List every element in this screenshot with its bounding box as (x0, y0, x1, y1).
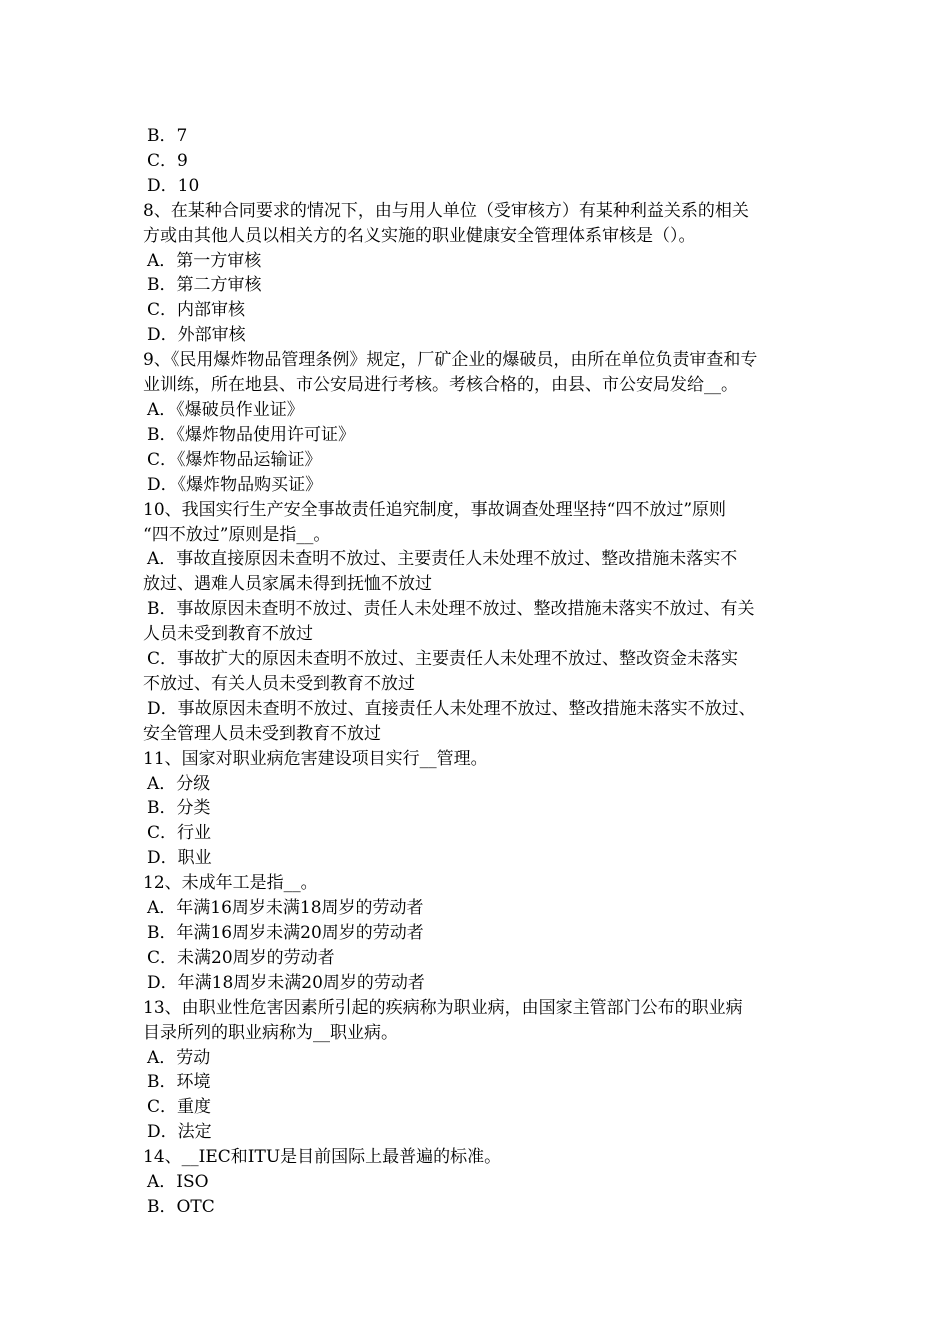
answer-option-line: A．《爆破员作业证》 (147, 399, 304, 420)
answer-option-line: D．外部审核 (147, 325, 246, 346)
question-text-line: 10、我国实行生产安全事故责任追究制度，事故调查处理坚持“四不放过”原则 (143, 499, 727, 520)
question-text-line: 方或由其他人员以相关方的名义实施的职业健康安全管理体系审核是（）。 (143, 225, 696, 246)
question-text-line: 目录所列的职业病称为__职业病。 (143, 1022, 398, 1043)
answer-option-line: A．事故直接原因未查明不放过、主要责任人未处理不放过、整改措施未落实不 (147, 549, 738, 570)
answer-option-line: B．OTC (147, 1196, 215, 1217)
answer-option-line: D．事故原因未查明不放过、直接责任人未处理不放过、整改措施未落实不放过、 (147, 698, 756, 719)
question-text-line: 12、未成年工是指__。 (143, 873, 318, 894)
answer-option-line: A．ISO (147, 1172, 209, 1193)
question-text-line: 安全管理人员未受到教育不放过 (143, 723, 381, 744)
answer-option-line: A．分级 (147, 773, 211, 794)
answer-option-line: B．7 (147, 126, 188, 146)
question-text-line: 人员未受到教育不放过 (143, 624, 313, 645)
question-text-line: 业训练，所在地县、市公安局进行考核。考核合格的，由县、市公安局发给__。 (143, 375, 738, 396)
answer-option-line: B．环境 (147, 1072, 211, 1093)
answer-option-line: B．分类 (147, 798, 211, 819)
answer-option-line: B．事故原因未查明不放过、责任人未处理不放过、整改措施未落实不放过、有关 (147, 599, 755, 620)
question-text-line: 14、__IEC和ITU是目前国际上最普遍的标准。 (143, 1147, 502, 1168)
document-body (143, 124, 815, 1220)
answer-option-line: D．职业 (147, 848, 212, 869)
answer-option-line: D．10 (147, 175, 200, 196)
answer-option-line: B．《爆炸物品使用许可证》 (147, 424, 355, 445)
answer-option-line: C．内部审核 (147, 300, 246, 321)
answer-option-line: D．法定 (147, 1122, 212, 1143)
question-text-line: 放过、遇难人员家属未得到抚恤不放过 (143, 574, 432, 595)
answer-option-line: C．《爆炸物品运输证》 (147, 449, 322, 470)
question-text-line: 11、国家对职业病危害建设项目实行__管理。 (143, 748, 488, 769)
question-text-line: 9、《民用爆炸物品管理条例》规定，厂矿企业的爆破员，由所在单位负责审查和专 (143, 350, 758, 371)
question-text-line: 不放过、有关人员未受到教育不放过 (143, 673, 415, 694)
answer-option-line: A．劳动 (147, 1047, 211, 1068)
question-text-line: 13、由职业性危害因素所引起的疾病称为职业病，由国家主管部门公布的职业病 (143, 997, 743, 1018)
answer-option-line: B．第二方审核 (147, 275, 262, 296)
answer-option-line: A．第一方审核 (147, 250, 262, 271)
answer-option-line: D．年满18周岁未满20周岁的劳动者 (147, 972, 425, 993)
answer-option-line: C．事故扩大的原因未查明不放过、主要责任人未处理不放过、整改资金未落实 (147, 649, 739, 670)
answer-option-line: C．重度 (147, 1097, 212, 1118)
answer-option-line: C．行业 (147, 823, 212, 844)
answer-option-line: D．《爆炸物品购买证》 (147, 474, 323, 495)
question-text-line: 8、在某种合同要求的情况下，由与用人单位（受审核方）有某种利益关系的相关 (143, 200, 749, 221)
answer-option-line: C．9 (147, 150, 188, 171)
question-text-line: “四不放过”原则是指__。 (143, 524, 331, 545)
answer-option-line: A．年满16周岁未满18周岁的劳动者 (147, 898, 424, 919)
answer-option-line: C．未满20周岁的劳动者 (147, 947, 335, 968)
answer-option-line: B．年满16周岁未满20周岁的劳动者 (147, 923, 424, 943)
